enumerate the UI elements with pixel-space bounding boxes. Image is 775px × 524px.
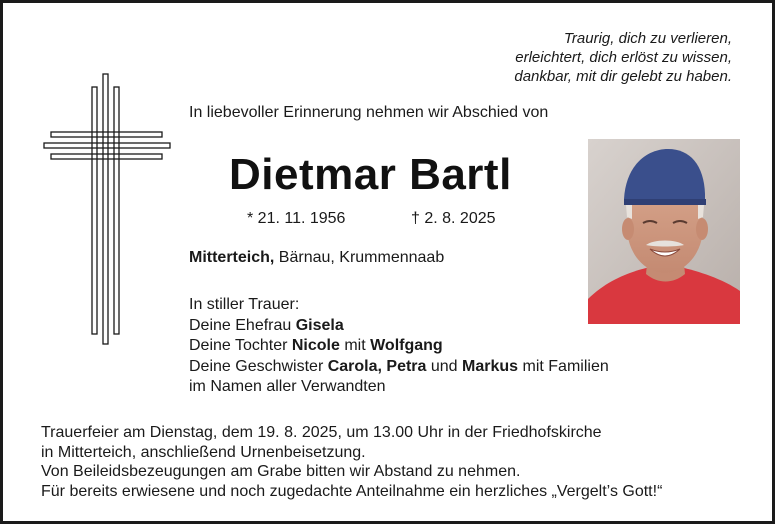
location-line <box>189 249 444 267</box>
mourner-wife <box>189 316 609 337</box>
ceremony-notice <box>41 423 662 501</box>
notice-line: in Mitterteich, anschließend Urnenbeisetzung. <box>41 443 366 461</box>
motto-line: erleichtert, dich erlöst zu wissen, <box>515 49 732 66</box>
location-main: Mitterteich, <box>189 249 275 266</box>
birth-date: * 21. 11. 1956 <box>247 210 346 227</box>
mourner-daughter <box>189 336 609 357</box>
notice-line: Von Beileidsbezeugungen am Grabe bitten wir Abstand zu nehmen. <box>41 463 521 480</box>
siblings-names: Carola, Petra <box>327 357 427 375</box>
sibling-last: Markus <box>462 357 519 375</box>
daughter-name: Nicole <box>291 337 340 354</box>
location-others: Bärnau, Krummennaab <box>274 249 445 266</box>
death-date: † 2. 8. 2025 <box>411 210 496 227</box>
notice-line: Für bereits erwiesene und noch zugedachte Anteilnahme ein herzliches „Vergelt’s Gott!“ <box>41 482 663 500</box>
partner-name: Wolfgang <box>370 337 443 354</box>
portrait-photo <box>588 139 740 324</box>
motto-line: dankbar, mit dir gelebt zu haben. <box>514 68 732 85</box>
deceased-name: Dietmar Bartl <box>229 150 512 199</box>
siblings-suffix: mit Familien <box>518 357 609 375</box>
notice-line: Trauerfeier am Dienstag, dem 19. 8. 2025, um 13.00 Uhr in der Friedhofskirche <box>41 424 602 441</box>
mourner-siblings <box>189 357 609 378</box>
mourners-list <box>189 295 609 398</box>
mourners-heading: In stiller Trauer: <box>189 296 300 313</box>
wife-name: Gisela <box>295 316 344 334</box>
mourner-relatives: im Namen aller Verwandten <box>189 378 386 395</box>
daughter-mid: mit <box>339 337 371 354</box>
wife-prefix: Deine Ehefrau <box>189 316 296 334</box>
cross-icon <box>41 73 171 345</box>
siblings-prefix: Deine Geschwister <box>189 357 328 375</box>
intro-text: In liebevoller Erinnerung nehmen wir Abschied von <box>189 104 549 121</box>
motto-line: Traurig, dich zu verlieren, <box>563 30 732 47</box>
daughter-prefix: Deine Tochter <box>189 337 292 354</box>
motto-verse <box>514 29 732 86</box>
siblings-and: und <box>426 357 463 375</box>
